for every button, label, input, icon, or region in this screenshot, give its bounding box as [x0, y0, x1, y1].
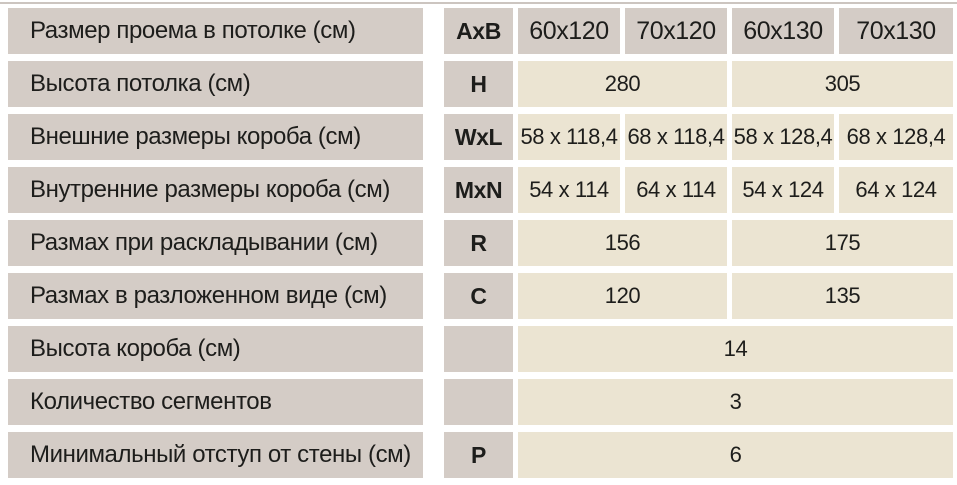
value-cell: 58 x 118,4 [518, 114, 620, 160]
table-row [8, 326, 953, 372]
value-cell: 156 [518, 220, 727, 266]
value-cell: 135 [732, 273, 953, 319]
table-row [8, 379, 953, 425]
table-row [8, 114, 953, 160]
param-label: Высота потолка (см) [8, 61, 423, 107]
table-row [8, 167, 953, 213]
dimension-symbol: P [444, 432, 513, 478]
value-cell: 175 [732, 220, 953, 266]
param-label: Внутренние размеры короба (см) [8, 167, 423, 213]
param-label: Высота короба (см) [8, 326, 423, 372]
size-option-cell: 60x120 [518, 8, 620, 54]
dimension-symbol: AxB [444, 8, 513, 54]
value-cell: 54 x 124 [732, 167, 834, 213]
param-label: Количество сегментов [8, 379, 423, 425]
value-cell: 68 x 118,4 [625, 114, 727, 160]
dimension-symbol [444, 379, 513, 425]
spec-table [8, 8, 953, 485]
top-border-line [0, 2, 957, 4]
value-cell: 280 [518, 61, 727, 107]
value-cell: 64 x 124 [839, 167, 953, 213]
value-cell: 3 [518, 379, 953, 425]
dimension-symbol [444, 326, 513, 372]
table-row [8, 273, 953, 319]
size-option-cell: 70x130 [839, 8, 953, 54]
dimension-symbol: WxL [444, 114, 513, 160]
param-label: Размер проема в потолке (см) [8, 8, 423, 54]
param-label: Внешние размеры короба (см) [8, 114, 423, 160]
dimension-symbol: R [444, 220, 513, 266]
value-cell: 14 [518, 326, 953, 372]
value-cell: 64 x 114 [625, 167, 727, 213]
dimension-symbol: H [444, 61, 513, 107]
size-option-cell: 70x120 [625, 8, 727, 54]
param-label: Размах при раскладывании (см) [8, 220, 423, 266]
value-cell: 120 [518, 273, 727, 319]
param-label: Размах в разложенном виде (см) [8, 273, 423, 319]
value-cell: 54 x 114 [518, 167, 620, 213]
dimension-symbol: MxN [444, 167, 513, 213]
table-row [8, 8, 953, 54]
value-cell: 305 [732, 61, 953, 107]
table-row [8, 61, 953, 107]
table-row [8, 432, 953, 478]
value-cell: 6 [518, 432, 953, 478]
value-cell: 58 x 128,4 [732, 114, 834, 160]
param-label: Минимальный отступ от стены (см) [8, 432, 423, 478]
value-cell: 68 x 128,4 [839, 114, 953, 160]
table-row [8, 220, 953, 266]
dimension-symbol: C [444, 273, 513, 319]
size-option-cell: 60x130 [732, 8, 834, 54]
